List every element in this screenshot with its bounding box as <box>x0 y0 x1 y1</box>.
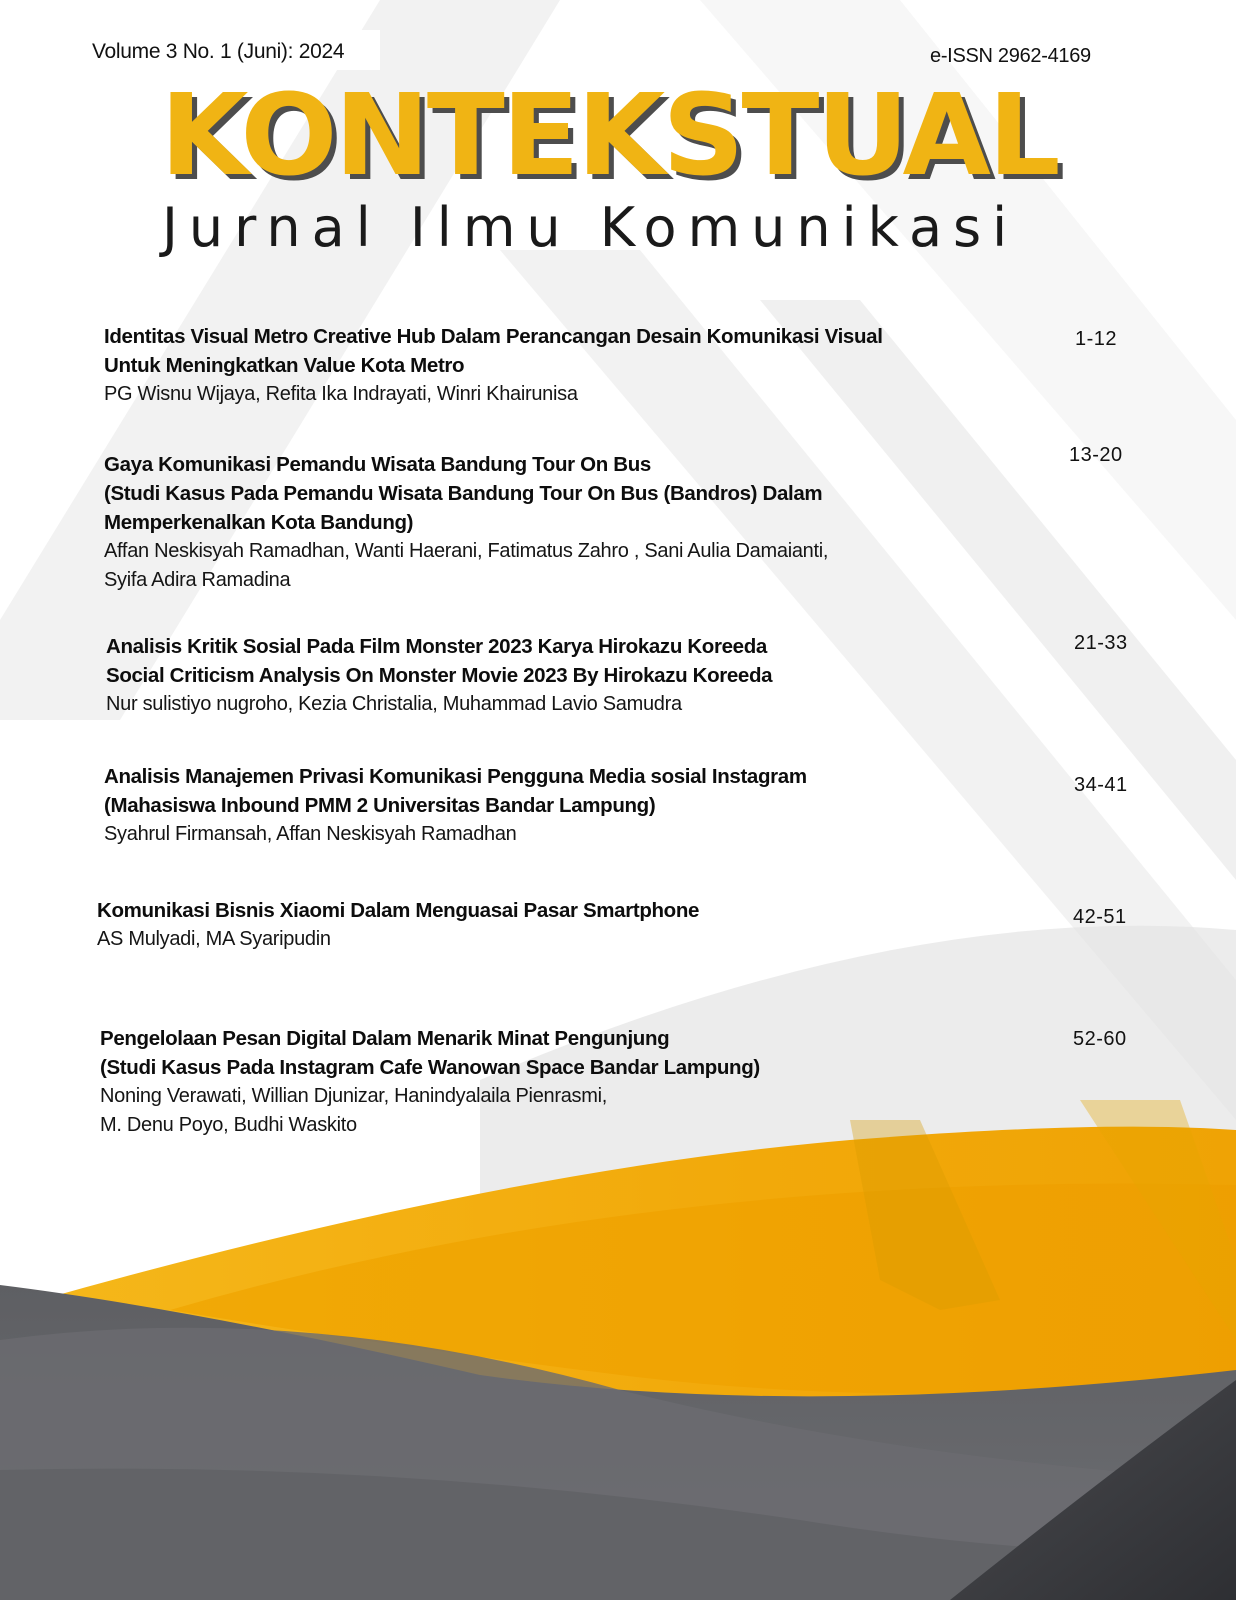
article-title-line[interactable]: Memperkenalkan Kota Bandung) <box>104 511 414 534</box>
article-authors: PG Wisnu Wijaya, Refita Ika Indrayati, Winri Khairunisa <box>104 383 578 405</box>
article-title-line[interactable]: (Mahasiswa Inbound PMM 2 Universitas Bandar Lampung) <box>104 794 656 817</box>
article-title-line[interactable]: Analisis Manajemen Privasi Komunikasi Pengguna Media sosial Instagram <box>104 765 807 788</box>
article-pages: 21-33 <box>1074 632 1128 654</box>
article-pages: 13-20 <box>1069 444 1123 466</box>
article-pages: 52-60 <box>1073 1028 1127 1050</box>
article-authors: Noning Verawati, Willian Djunizar, Hanindyalaila Pienrasmi, <box>100 1085 607 1107</box>
volume-issue-label: Volume 3 No. 1 (Juni): 2024 <box>92 40 345 63</box>
article-authors: AS Mulyadi, MA Syaripudin <box>97 928 331 950</box>
journal-logo-title: KONTEKSTUAL <box>160 71 1058 201</box>
article-title-line[interactable]: (Studi Kasus Pada Pemandu Wisata Bandung Tour On Bus (Bandros) Dalam <box>104 482 823 505</box>
article-title-line[interactable]: Pengelolaan Pesan Digital Dalam Menarik Minat Pengunjung <box>100 1027 670 1050</box>
article-title-line[interactable]: Analisis Kritik Sosial Pada Film Monster 2023 Karya Hirokazu Koreeda <box>106 635 767 658</box>
article-title-line[interactable]: (Studi Kasus Pada Instagram Cafe Wanowan Space Bandar Lampung) <box>100 1056 760 1079</box>
article-title-line[interactable]: Identitas Visual Metro Creative Hub Dalam Perancangan Desain Komunikasi Visual <box>104 325 883 348</box>
article-title-line[interactable]: Untuk Meningkatkan Value Kota Metro <box>104 354 465 377</box>
article-title-line[interactable]: Gaya Komunikasi Pemandu Wisata Bandung Tour On Bus <box>104 453 651 476</box>
issn-label: e-ISSN 2962-4169 <box>930 45 1091 67</box>
journal-logo-subtitle: Jurnal Ilmu Komunikasi <box>162 196 1019 259</box>
article-pages: 34-41 <box>1074 774 1128 796</box>
article-title-line[interactable]: Social Criticism Analysis On Monster Movie 2023 By Hirokazu Koreeda <box>106 664 773 687</box>
article-pages: 1-12 <box>1075 328 1118 350</box>
article-authors: Nur sulistiyo nugroho, Kezia Christalia, Muhammad Lavio Samudra <box>106 693 682 715</box>
article-pages: 42-51 <box>1073 906 1127 928</box>
article-authors: Affan Neskisyah Ramadhan, Wanti Haerani, Fatimatus Zahro , Sani Aulia Damaianti, <box>104 540 829 562</box>
article-authors: Syifa Adira Ramadina <box>104 569 291 591</box>
article-authors: Syahrul Firmansah, Affan Neskisyah Ramadhan <box>104 823 517 845</box>
article-title-line[interactable]: Komunikasi Bisnis Xiaomi Dalam Menguasai Pasar Smartphone <box>97 899 700 922</box>
article-authors: M. Denu Poyo, Budhi Waskito <box>100 1114 357 1136</box>
